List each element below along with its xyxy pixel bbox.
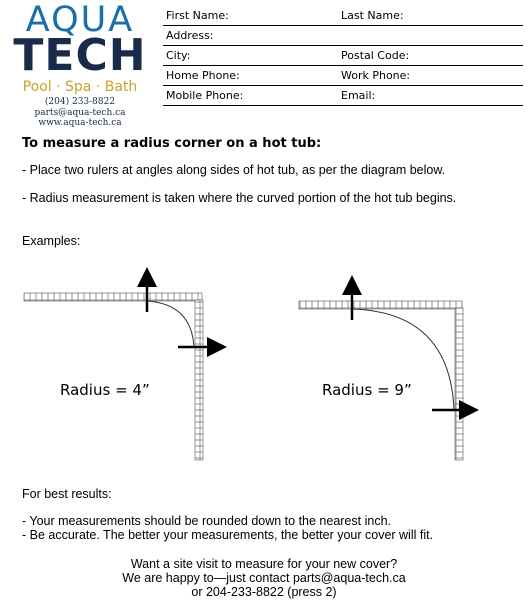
vertical-ruler [455,308,463,460]
logo-tech-text: TECH [13,30,147,81]
tip-be-accurate: - Be accurate. The better your measurements, the better your cover will fit. [22,528,434,542]
company-logo [0,0,160,132]
city-field[interactable]: City: [163,46,338,66]
logo-tagline: Pool · Spa · Bath [22,79,138,95]
instruction-radius: - Radius measurement is taken where the curved portion of the hot tub begins. [22,191,457,205]
last-name-field[interactable]: Last Name: [338,6,523,26]
logo-website: www.aqua-tech.ca [38,118,122,128]
diagram-radius-9 [299,280,474,460]
tub-curve [147,301,194,348]
radius-label-4: Radius = 4” [60,381,150,399]
address-field[interactable]: Address: [163,26,523,46]
diagram-radius-4 [24,272,222,460]
instruction-rulers: - Place two rulers at angles along sides of hot tub, as per the diagram below. [22,163,446,177]
mobile-phone-field[interactable]: Mobile Phone: [163,86,338,106]
logo-aqua-text: AQUA [25,0,135,40]
radius-diagrams [0,260,528,470]
vertical-ruler [195,300,203,460]
work-phone-field[interactable]: Work Phone: [338,66,523,86]
cta-contact-email: We are happy to—just contact parts@aqua-tech.ca [122,571,406,585]
horizontal-ruler [299,301,462,309]
tip-round-down: - Your measurements should be rounded down to the nearest inch. [22,514,391,528]
radius-label-9: Radius = 9” [322,381,412,399]
logo-phone: (204) 233-8822 [44,97,116,107]
logo-email: parts@aqua-tech.ca [34,107,126,118]
logo-contact [0,97,160,129]
page-heading: To measure a radius corner on a hot tub: [22,136,322,151]
examples-label: Examples: [22,234,81,248]
customer-info-form [163,6,523,106]
email-field[interactable]: Email: [338,86,523,106]
first-name-field[interactable]: First Name: [163,6,338,26]
horizontal-ruler [24,293,202,301]
home-phone-field[interactable]: Home Phone: [163,66,338,86]
best-results-label: For best results: [22,487,112,501]
cta-contact-phone: or 204-233-8822 (press 2) [191,585,337,599]
postal-code-field[interactable]: Postal Code: [338,46,523,66]
cta-site-visit: Want a site visit to measure for your new cover? [130,557,398,571]
